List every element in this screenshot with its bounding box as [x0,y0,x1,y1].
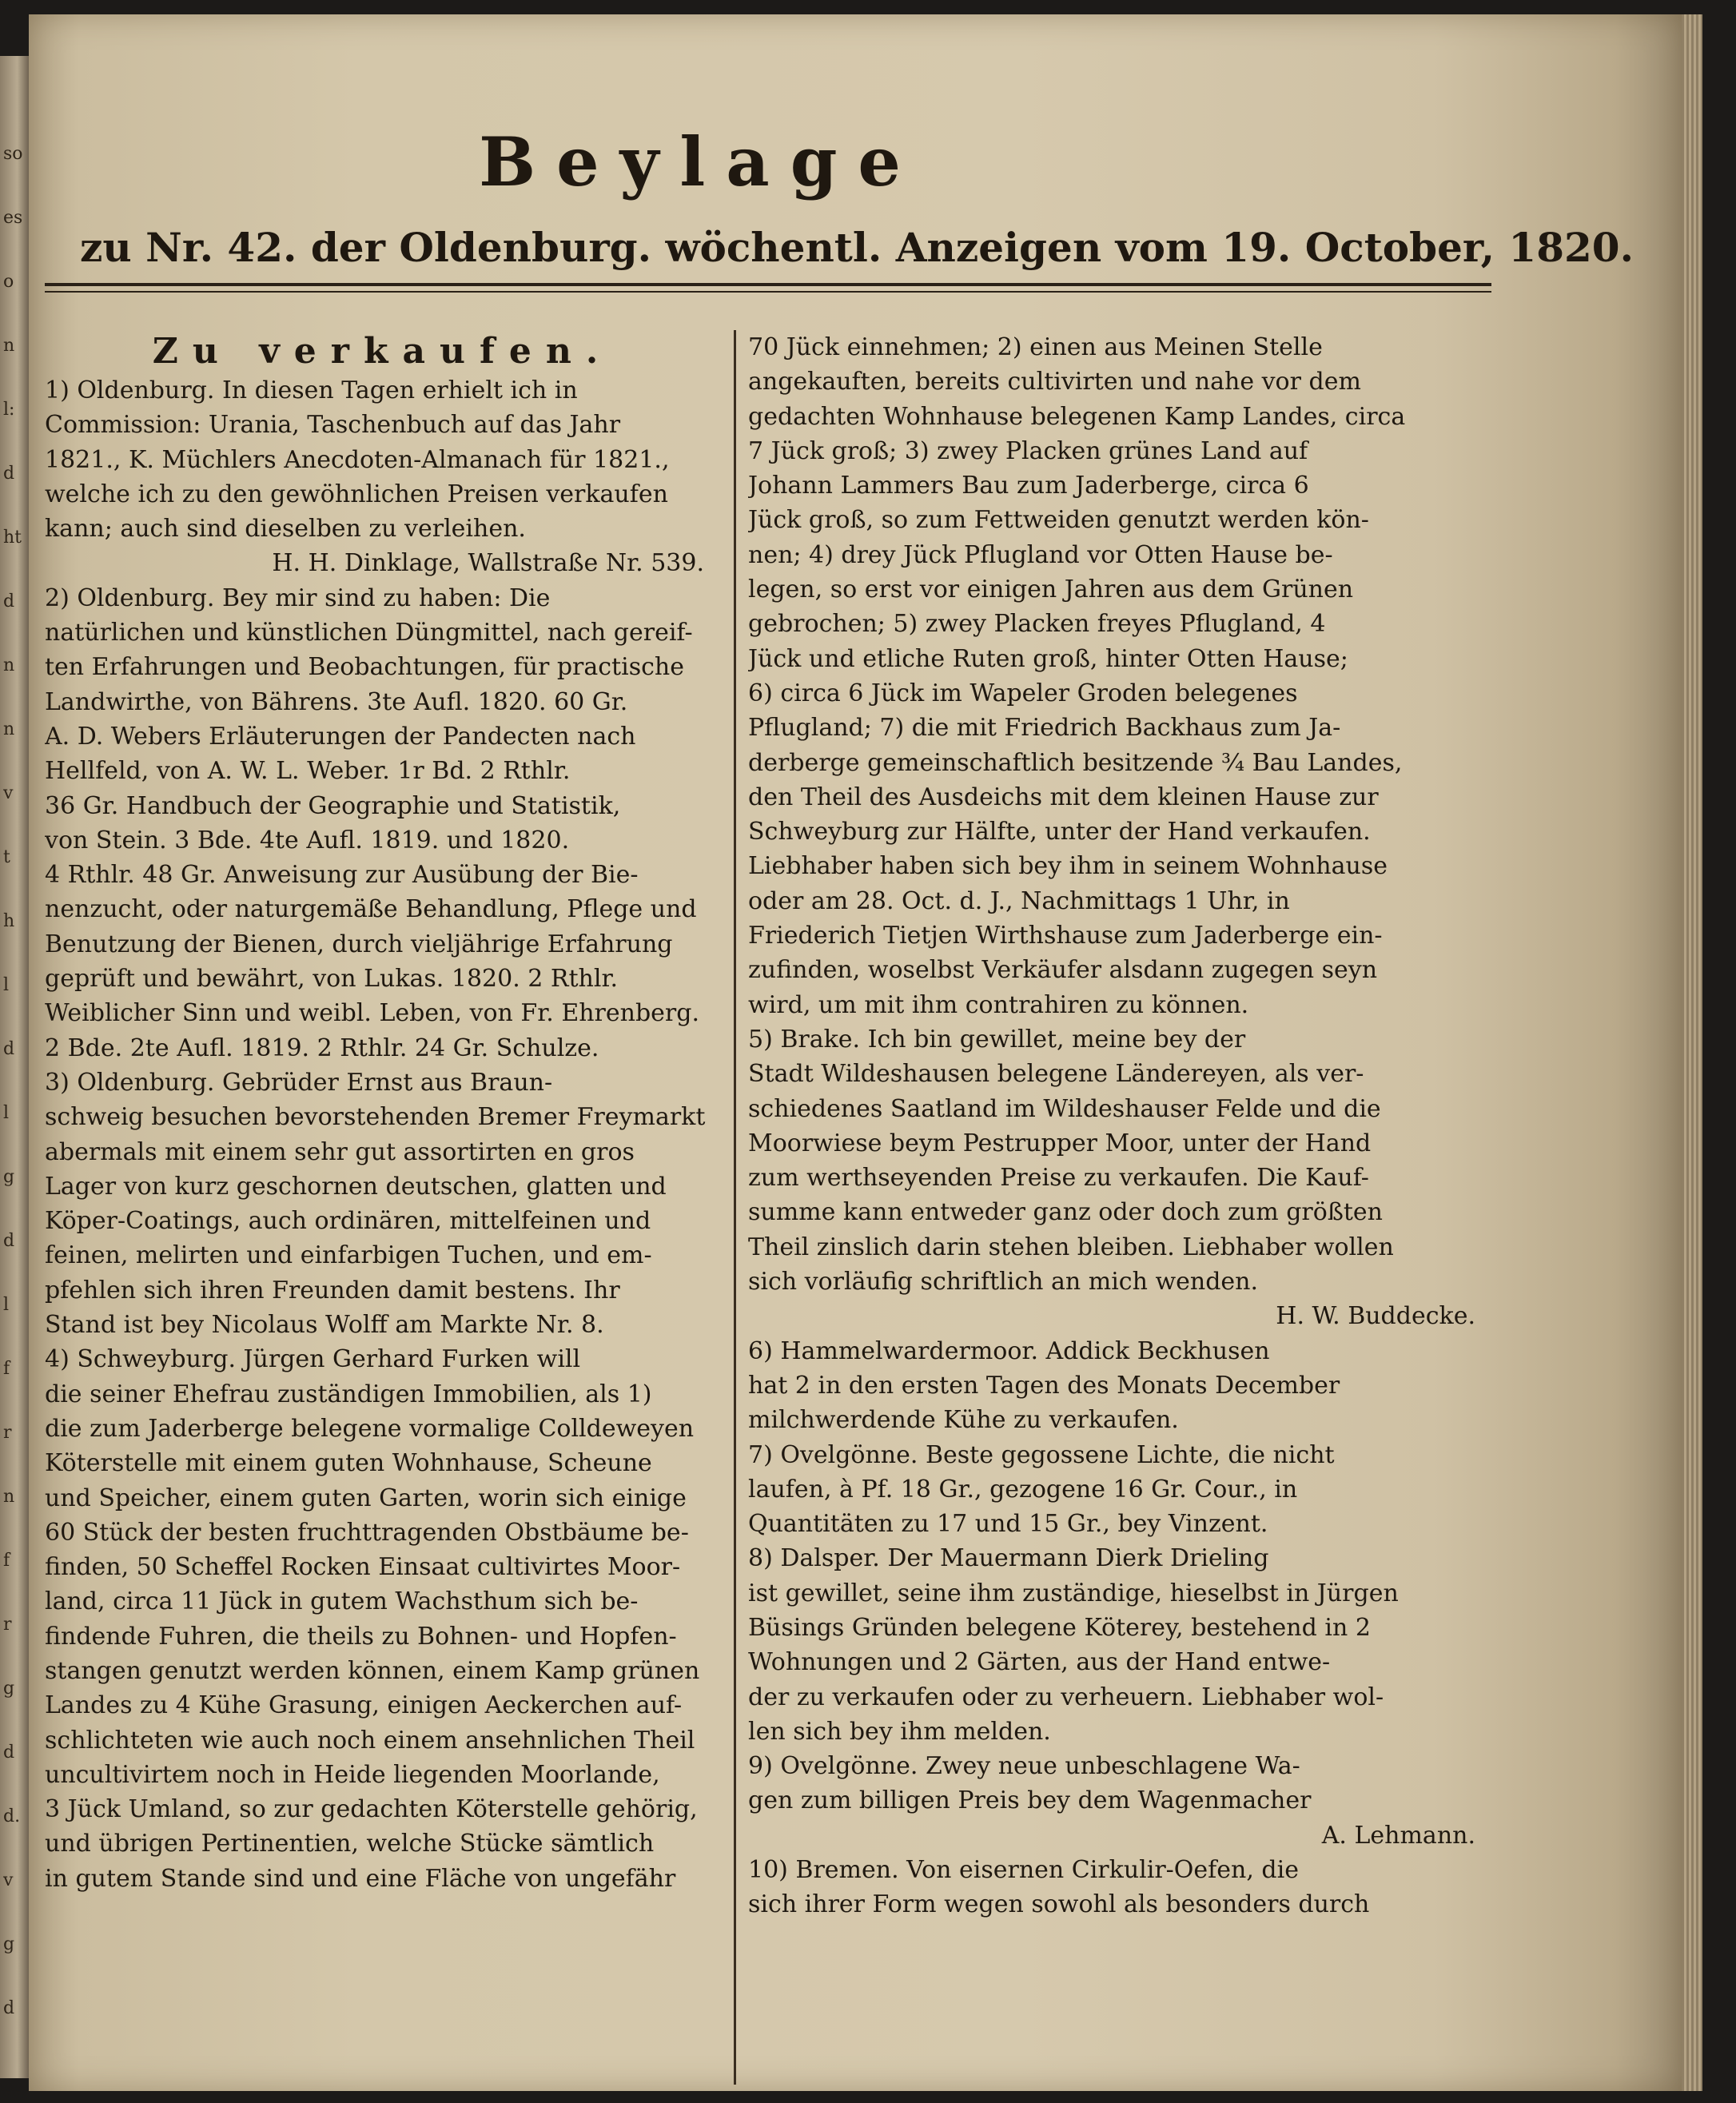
text-line: schiedenes Saatland im Wildeshauser Felde und die [748,1094,1381,1123]
text-line: 4 Rthlr. 48 Gr. Anweisung zur Ausübung der Bie- [45,861,639,890]
text-line: der zu verkaufen oder zu verheuern. Liebhaber wol- [748,1683,1384,1711]
text-line: stangen genutzt werden können, einem Kamp grünen [45,1656,700,1685]
text-line: Moorwiese beym Pestrupper Moor, unter der Hand [748,1129,1372,1157]
margin-fragment: so [3,144,23,164]
margin-fragment: f [3,1551,10,1571]
text-line: Quantitäten zu 17 und 15 Gr., bey Vinzent. [748,1510,1268,1539]
margin-fragment: v [3,1870,14,1890]
margin-fragment: n [3,655,15,675]
text-line: land, circa 11 Jück in gutem Wachsthum sich be- [45,1587,639,1616]
text-line: summe kann entweder ganz oder doch zum größten [748,1198,1384,1227]
margin-fragment: d [3,1743,15,1762]
text-line: 70 Jück einnehmen; 2) einen aus Meinen Stelle [748,333,1323,361]
text-line: ten Erfahrungen und Beobachtungen, für practische [45,653,684,682]
text-line: 4) Schweyburg. Jürgen Gerhard Furken will [45,1345,581,1374]
column-left [45,330,720,1896]
text-line: gen zum billigen Preis bey dem Wagenmacher [748,1786,1312,1815]
text-line: nenzucht, oder naturgemäße Behandlung, Pflege und [45,895,697,924]
margin-fragment: es [3,208,23,228]
text-line: findende Fuhren, die theils zu Bohnen- und Hopfen- [45,1622,677,1651]
margin-fragment: ht [3,528,22,548]
margin-fragment: d [3,1231,15,1251]
text-line: 3 Jück Umland, so zur gedachten Köterstelle gehörig, [45,1795,698,1824]
column-right-text [748,330,1491,1922]
text-line: 7) Ovelgönne. Beste gegossene Lichte, die nicht [748,1440,1335,1469]
text-line: Commission: Urania, Taschenbuch auf das Jahr [45,411,621,440]
margin-fragment: r [3,1615,12,1635]
text-line: 3) Oldenburg. Gebrüder Ernst aus Braun- [45,1068,553,1097]
column-left-text [45,373,720,1896]
text-line: nen; 4) drey Jück Pflugland vor Otten Hause be- [748,540,1333,569]
text-line: oder am 28. Oct. d. J., Nachmittags 1 Uhr, in [748,886,1290,915]
text-line: natürlichen und künstlichen Düngmittel, nach gereif- [45,619,693,647]
page-subtitle: zu Nr. 42. der Oldenburg. wöchentl. Anzeigen vom 19. October, 1820. [80,224,1634,271]
text-line: zum werthseyenden Preise zu verkaufen. Die Kauf- [748,1164,1369,1193]
text-line: Liebhaber haben sich bey ihm in seinem Wohnhause [748,852,1388,881]
text-line: Stadt Wildeshausen belegene Ländereyen, als ver- [748,1060,1364,1089]
text-line: zufinden, woselbst Verkäufer alsdann zugegen seyn [748,956,1378,985]
margin-fragment: t [3,847,10,867]
text-line: laufen, à Pf. 18 Gr., gezogene 16 Gr. Cour., in [748,1475,1298,1504]
previous-page-edge [0,56,29,2078]
text-line: uncultivirtem noch in Heide liegenden Moorlande, [45,1760,660,1789]
text-line: Schweyburg zur Hälfte, unter der Hand verkaufen. [748,818,1371,846]
text-line: von Stein. 3 Bde. 4te Aufl. 1819. und 1820. [45,826,570,854]
text-line: ist gewillet, seine ihm zuständige, hieselbst in Jürgen [748,1579,1399,1607]
margin-fragment: d. [3,1806,21,1826]
text-line: die seiner Ehefrau zuständigen Immobilien, als 1) [45,1380,652,1408]
text-line: und übrigen Pertinentien, welche Stücke sämtlich [45,1830,655,1858]
margin-fragment: n [3,336,15,356]
text-line: Pflugland; 7) die mit Friedrich Backhaus zum Ja- [748,714,1341,743]
text-line: kann; auch sind dieselben zu verleihen. [45,515,526,544]
text-line: A. Lehmann. [1321,1821,1475,1850]
margin-fragment: l [3,975,10,995]
page-stack-edge [1682,14,1702,2091]
text-line: Johann Lammers Bau zum Jaderberge, circa 6 [748,472,1309,500]
text-line: 1) Oldenburg. In diesen Tagen erhielt ich in [45,376,578,404]
text-line: A. D. Webers Erläuterungen der Pandecten nach [45,722,636,751]
margin-fragment: r [3,1423,12,1443]
margin-fragment: f [3,1359,10,1379]
text-line: wird, um mit ihm contrahiren zu können. [748,990,1249,1019]
text-line: Jück und etliche Ruten groß, hinter Otten Hause; [748,644,1348,673]
text-line: abermals mit einem sehr gut assortirten en gros [45,1137,635,1166]
text-line: 36 Gr. Handbuch der Geographie und Statistik, [45,791,621,820]
text-line: gebrochen; 5) zwey Placken freyes Pflugland, 4 [748,610,1326,639]
text-line: 6) Hammelwardermoor. Addick Beckhusen [748,1336,1270,1365]
text-line: legen, so erst vor einigen Jahren aus dem Grünen [748,576,1354,604]
text-line: 2) Oldenburg. Bey mir sind zu haben: Die [45,584,551,612]
text-line: schweig besuchen bevorstehenden Bremer Freymarkt [45,1103,706,1132]
text-line: welche ich zu den gewöhnlichen Preisen verkaufen [45,480,668,508]
section-heading: Zu verkaufen. [152,331,613,372]
text-line: 60 Stück der besten fruchttragenden Obstbäume be- [45,1518,689,1547]
text-line: Weiblicher Sinn und weibl. Leben, von Fr. Ehrenberg. [45,999,699,1028]
text-line: Landes zu 4 Kühe Grasung, einigen Aeckerchen auf- [45,1691,683,1720]
text-line: sich ihrer Form wegen sowohl als besonders durch [748,1890,1370,1919]
text-line: Wohnungen und 2 Gärten, aus der Hand entwe- [748,1648,1331,1677]
text-line: Lager von kurz geschornen deutschen, glatten und [45,1172,667,1201]
margin-fragment: d [3,1998,15,2018]
margin-fragment: l [3,1295,10,1315]
text-line: Stand ist bey Nicolaus Wolff am Markte Nr. 8. [45,1311,604,1340]
text-line: len sich bey ihm melden. [748,1717,1051,1746]
text-line: geprüft und bewährt, von Lukas. 1820. 2 Rthlr. [45,965,619,994]
text-line: angekauften, bereits cultivirten und nahe vor dem [748,368,1361,396]
text-line: Köper-Coatings, auch ordinären, mittelfeinen und [45,1207,651,1236]
text-line: sich vorläufig schriftlich an mich wenden. [748,1268,1259,1296]
column-right [748,330,1491,1922]
text-line: 2 Bde. 2te Aufl. 1819. 2 Rthlr. 24 Gr. Schulze. [45,1034,599,1062]
text-line: Hellfeld, von A. W. L. Weber. 1r Bd. 2 Rthlr. [45,757,571,786]
text-line: Büsings Gründen belegene Köterey, bestehend in 2 [748,1613,1371,1642]
margin-fragment: o [3,272,14,292]
margin-fragment: h [3,911,15,931]
text-line: in gutem Stande sind und eine Fläche von ungefähr [45,1864,676,1893]
text-line: hat 2 in den ersten Tagen des Monats December [748,1371,1340,1400]
margin-fragment: n [3,719,15,739]
page-title: Beylage [479,122,922,201]
text-line: 9) Ovelgönne. Zwey neue unbeschlagene Wa- [748,1752,1300,1781]
text-line: H. W. Buddecke. [1276,1302,1475,1331]
text-line: 1821., K. Müchlers Anecdoten-Almanach für 1821., [45,445,670,474]
text-line: gedachten Wohnhause belegenen Kamp Landes, circa [748,402,1406,431]
margin-fragment: g [3,1167,15,1187]
text-line: Benutzung der Bienen, durch vieljährige Erfahrung [45,930,673,958]
margin-fragment: d [3,1039,15,1059]
text-line: 5) Brake. Ich bin gewillet, meine bey der [748,1025,1246,1053]
text-line: Friederich Tietjen Wirthshause zum Jaderberge ein- [748,922,1383,950]
text-line: Jück groß, so zum Fettweiden genutzt werden kön- [748,506,1369,535]
text-line: derberge gemeinschaftlich besitzende ¾ Bau Landes, [748,748,1403,777]
text-line: feinen, melirten und einfarbigen Tuchen, und em- [45,1241,652,1270]
margin-fragment: d [3,464,15,484]
text-line: pfehlen sich ihren Freunden damit bestens. Ihr [45,1276,620,1304]
text-line: Köterstelle mit einem guten Wohnhause, Scheune [45,1449,652,1478]
text-line: den Theil des Ausdeichs mit dem kleinen Hause zur [748,783,1379,811]
margin-fragment: v [3,783,14,803]
column-divider [734,330,736,2085]
text-line: 10) Bremen. Von eisernen Cirkulir-Oefen, die [748,1856,1299,1885]
text-line: die zum Jaderberge belegene vormalige Colldeweyen [45,1414,695,1443]
text-line: schlichteten wie auch noch einem ansehnlichen Theil [45,1726,695,1754]
newspaper-page [29,14,1682,2091]
text-line: 7 Jück groß; 3) zwey Placken grünes Land auf [748,436,1308,465]
margin-fragment: l [3,1103,10,1123]
text-line: und Speicher, einem guten Garten, worin sich einige [45,1484,687,1512]
text-line: 6) circa 6 Jück im Wapeler Groden belegenes [748,679,1298,707]
text-line: 8) Dalsper. Der Mauermann Dierk Drieling [748,1544,1269,1573]
header-rule-top [45,283,1491,286]
header-rule-bottom [45,291,1491,293]
margin-fragment: d [3,591,15,611]
margin-fragment: n [3,1487,15,1507]
margin-fragment: g [3,1934,15,1954]
margin-fragment: g [3,1679,15,1699]
margin-fragment: l: [3,400,15,420]
text-line: finden, 50 Scheffel Rocken Einsaat cultivirtes Moor- [45,1553,681,1582]
text-line: Theil zinslich darin stehen bleiben. Liebhaber wollen [748,1233,1394,1261]
text-line: H. H. Dinklage, Wallstraße Nr. 539. [272,549,704,578]
text-line: Landwirthe, von Bährens. 3te Aufl. 1820. 60 Gr. [45,687,628,716]
text-line: milchwerdende Kühe zu verkaufen. [748,1406,1179,1435]
